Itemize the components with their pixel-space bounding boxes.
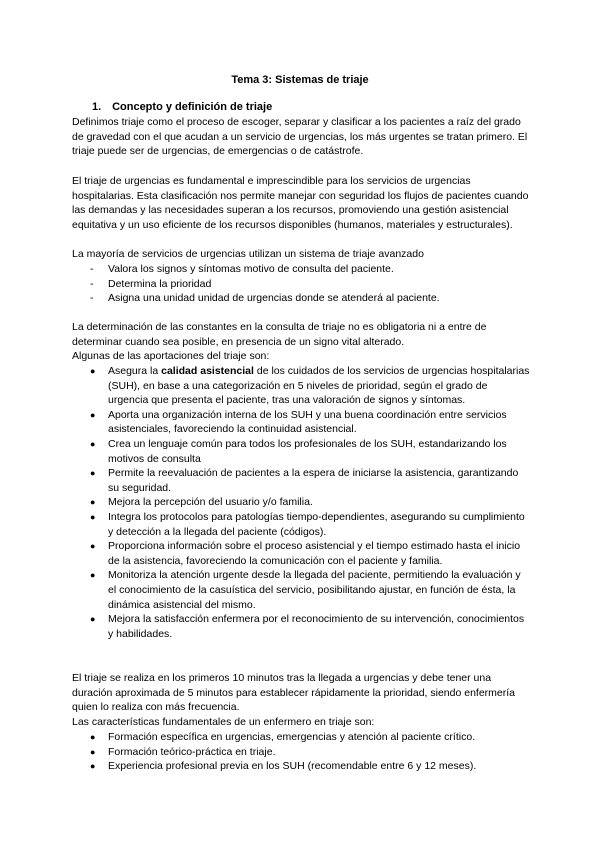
caracteristicas-list bbox=[90, 730, 530, 774]
bullet-icon: ● bbox=[90, 497, 96, 508]
paragraph-tiempo-triaje: El triaje se realiza en los primeros 10 minutos tras la llegada a urgencias y debe tener una duración aproximada de 5 minutos para establecer rápidamente la prioridad, siendo enfermería quien lo realiza con más frecuencia. bbox=[72, 672, 516, 714]
section-heading bbox=[92, 100, 272, 115]
paragraph-urgencias: El triaje de urgencias es fundamental e imprescindible para los servicios de urgencias hospitalarias. Esta clasificación nos permite manejar con seguridad los flujos de pacientes cuando las demandas y las necesidades superan a los recursos, promoviendo una gestión asistencial equitativa y un uso eficiente de los recursos disponibles (humanos, materiales y estructurales). bbox=[72, 175, 529, 231]
list-item: ● Crea un lenguaje común para todos los profesionales de los SUH, estandarizando los motivos de consulta bbox=[90, 437, 507, 465]
bullet-icon: ● bbox=[90, 761, 96, 772]
section-label: Concepto y definición de triaje bbox=[112, 101, 273, 113]
list-item: ● Aporta una organización interna de los SUH y una buena coordinación entre servicios asistenciales, favoreciendo la continuidad asistencial. bbox=[90, 408, 507, 436]
bold-term: calidad asistencial bbox=[161, 365, 254, 377]
list-item: - Asigna una unidad unidad de urgencias donde se atenderá al paciente. bbox=[90, 292, 440, 305]
bullet-icon: ● bbox=[90, 570, 96, 581]
paragraph-definition: Definimos triaje como el proceso de escoger, separar y clasificar a los pacientes a raíz del grado de gravedad con el que acudan a un servicio de urgencias, los más urgentes se tratan primero. El triaje puede ser de urgencias, de emergencias o de catástrofe. bbox=[72, 116, 528, 158]
list-item: ● Asegura la calidad asistencial de los cuidados de los servicios de urgencias hospitalarias (SUH), en base a una categorización en 5 niveles de prioridad, según el grado de urgencia que presenta el paciente, tras una valoración de signos y síntomas. bbox=[90, 365, 530, 407]
list-item: ● Experiencia profesional previa en los SUH (recomendable entre 6 y 12 meses). bbox=[90, 760, 477, 773]
paragraph-constantes: La determinación de las constantes en la consulta de triaje no es obligatoria ni a entre de determinar cuando sea posible, en presencia de un signo vital alterado. bbox=[72, 321, 487, 348]
bullet-icon: ● bbox=[90, 366, 96, 376]
bullet-icon: ● bbox=[90, 468, 96, 479]
list-item: ● Monitoriza la atención urgente desde la llegada del paciente, permitiendo la evaluación y el conocimiento de la casuística del servicio, posibilitando ajustar, en función de ésta, la dinámica asistencial del mismo. bbox=[90, 569, 521, 611]
bullet-icon: ● bbox=[90, 614, 96, 625]
bullet-icon: ● bbox=[90, 409, 96, 420]
dash-mark: - bbox=[90, 263, 94, 275]
bullet-icon: ● bbox=[90, 511, 96, 522]
list-item: ● Formación teórico-práctica en triaje. bbox=[90, 745, 276, 758]
dash-mark: - bbox=[90, 277, 94, 290]
paragraph-sistema-avanzado: La mayoría de servicios de urgencias utilizan un sistema de triaje avanzado bbox=[72, 248, 424, 260]
paragraph-caracteristicas-intro: Las características fundamentales de un enfermero en triaje son: bbox=[72, 716, 375, 728]
list-item: ● Mejora la percepción del usuario y/o familia. bbox=[90, 496, 313, 509]
paragraph-aportaciones-intro: Algunas de las aportaciones del triaje son: bbox=[72, 350, 270, 362]
bullet-icon: ● bbox=[90, 732, 96, 742]
list-item: ● Integra los protocolos para patologías tiempo-dependientes, asegurando su cumplimiento y detección a la llegada del paciente (códigos). bbox=[90, 510, 525, 538]
bullet-icon: ● bbox=[90, 746, 96, 757]
list-item: ● Proporciona información sobre el proceso asistencial y el tiempo estimado hasta el inicio de la asistencia, favoreciendo la comunicación con el paciente y familia. bbox=[90, 540, 521, 567]
dash-mark: - bbox=[90, 292, 94, 305]
list-item: ● Formación específica en urgencias, emergencias y atención al paciente crítico. bbox=[90, 731, 476, 743]
section-number: 1. bbox=[92, 101, 102, 113]
bullet-icon: ● bbox=[90, 541, 96, 552]
list-item: - Determina la prioridad bbox=[90, 277, 212, 290]
list-item: ● Mejora la satisfacción enfermera por el reconocimiento de su intervención, conocimientos y habilidades. bbox=[90, 613, 525, 640]
list-item: - Valora los signos y síntomas motivo de consulta del paciente. bbox=[90, 263, 394, 275]
list-item: ● Permite la reevaluación de pacientes a la espera de iniciarse la asistencia, garantizando su seguridad. bbox=[90, 467, 519, 494]
bullet-icon: ● bbox=[90, 438, 96, 449]
aportaciones-list bbox=[90, 364, 530, 641]
dash-list bbox=[90, 262, 530, 306]
document-title: Tema 3: Sistemas de triaje bbox=[231, 74, 369, 86]
